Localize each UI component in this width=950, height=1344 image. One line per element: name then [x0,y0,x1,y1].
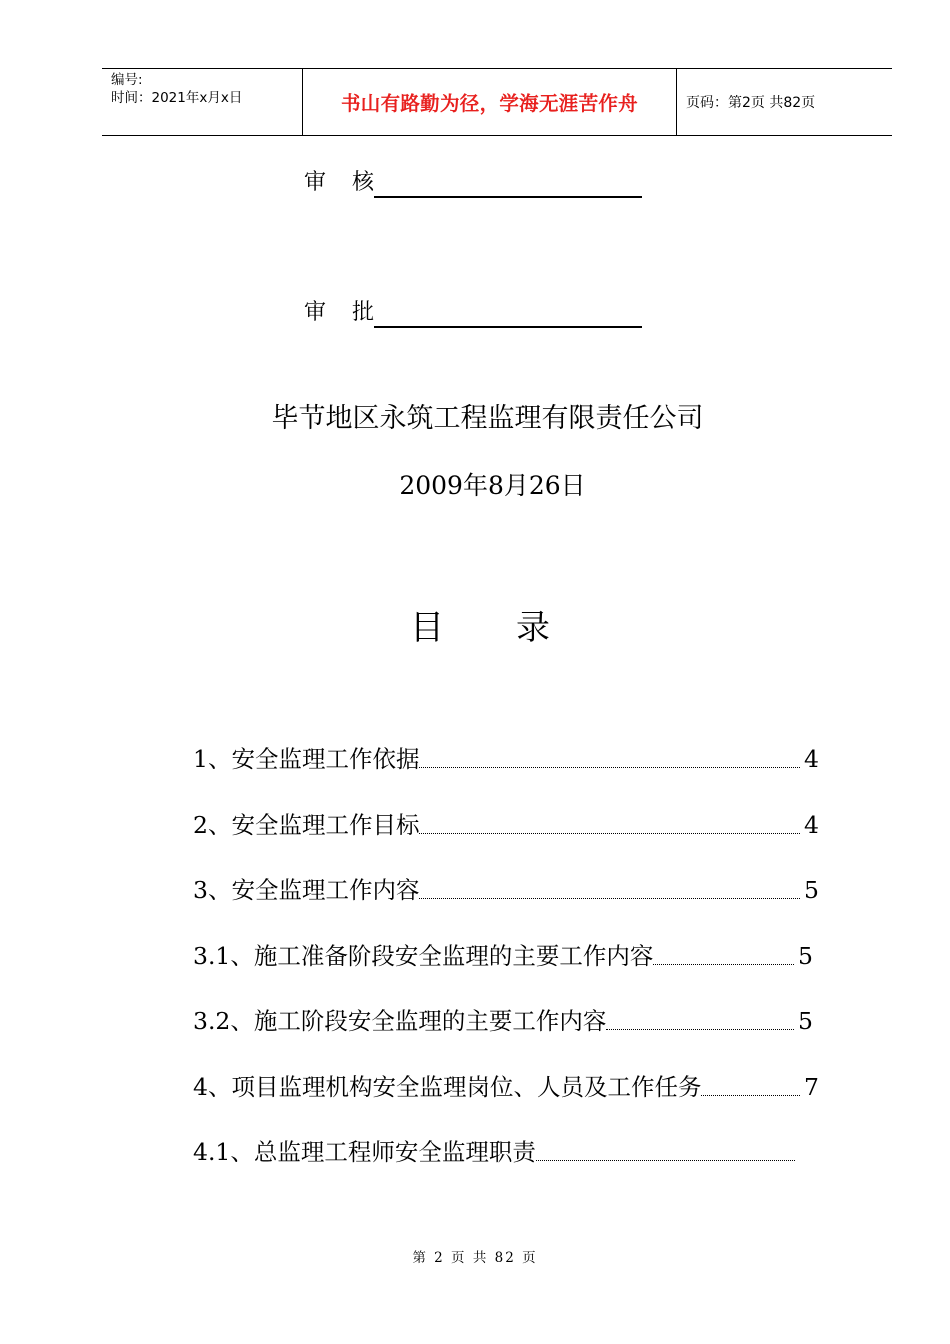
document-date: 2009年8月26日 [399,471,586,500]
approve-signature-line [374,302,642,328]
toc-item-text: 1、安全监理工作依据 [193,745,420,773]
toc-item[interactable] [193,865,819,905]
toc-item[interactable] [193,800,819,840]
toc-item-page: 4 [804,745,819,773]
toc-title: 目录 [410,608,622,648]
toc-item[interactable] [193,931,813,971]
toc-item-page: 5 [798,941,813,970]
table-of-contents [193,734,833,1193]
toc-item-text: 4、项目监理机构安全监理岗位、人员及工作任务 [193,1072,702,1101]
toc-item[interactable] [193,1062,819,1102]
toc-leader [701,1094,800,1096]
toc-item[interactable] [193,734,819,774]
toc-item-text: 3、安全监理工作内容 [193,876,420,904]
toc-item-page: 7 [804,1072,819,1101]
approve-label: 审批 [304,300,401,325]
approve-signature [304,298,642,328]
toc-item-text: 3.2、施工阶段安全监理的主要工作内容 [193,1007,607,1035]
header-meta [102,69,303,135]
review-signature [304,168,642,198]
toc-leader [653,963,794,965]
header-motto: 书山有路勤为径，学海无涯苦作舟 [303,69,677,135]
page-footer: 第 2 页 共 82 页 [412,1250,538,1266]
toc-item[interactable] [193,996,813,1036]
toc-item-page: 5 [798,1007,813,1035]
toc-item[interactable] [193,1127,799,1167]
toc-item-page: 5 [804,876,819,904]
company-name: 毕节地区永筑工程监理有限责任公司 [271,403,704,434]
review-signature-line [374,172,642,198]
toc-leader [536,1159,795,1161]
toc-leader [419,897,800,899]
toc-item-text: 3.1、施工准备阶段安全监理的主要工作内容 [193,941,654,970]
time-label: 时间：2021年x月x日 [111,90,243,106]
toc-leader [419,832,800,834]
toc-item-text: 2、安全监理工作目标 [193,810,420,839]
toc-item-text: 4.1、总监理工程师安全监理职责 [193,1138,536,1166]
review-label: 审核 [304,170,401,195]
page-header [102,68,892,136]
number-label: 编号: [111,72,143,88]
toc-leader [419,766,800,768]
header-page-info: 页码：第2页 共82页 [686,95,816,111]
toc-leader [606,1028,794,1030]
toc-item-page: 4 [804,810,819,839]
